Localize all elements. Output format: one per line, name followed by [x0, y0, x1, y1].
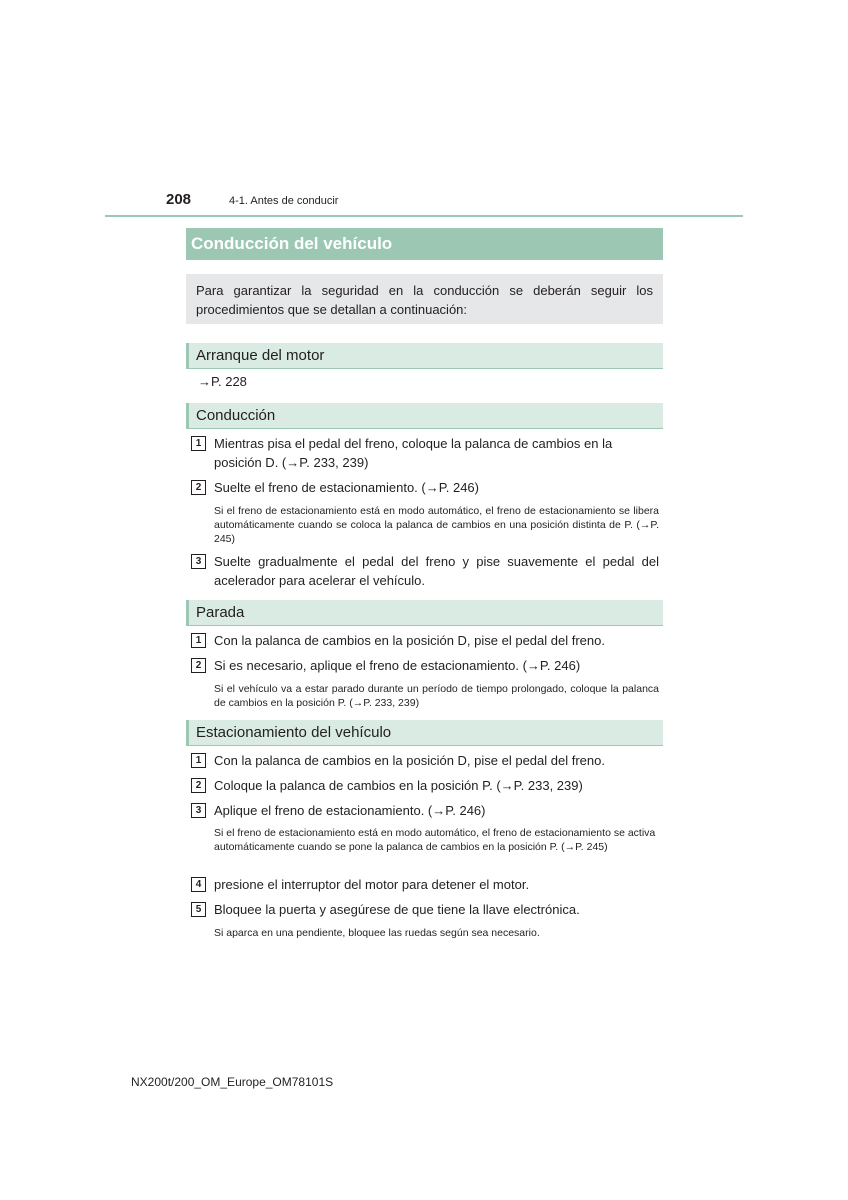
step-item — [191, 552, 659, 590]
step-note: Si el freno de estacionamiento está en modo automático, el freno de estacionamiento se activa automáticamente cuando se pone la palanca de cambios en la posición P. (→P. 245) — [214, 827, 656, 853]
step-number-badge: 2 — [191, 778, 206, 793]
step-text: Mientras pisa el pedal del freno, coloque la palanca de cambios en la posición D. (→P. 233, 239) — [214, 436, 613, 470]
step-number-badge: 2 — [191, 658, 206, 673]
step-text: presione el interruptor del motor para detener el motor. — [214, 877, 530, 892]
step-item — [191, 776, 659, 795]
section-heading-arranque — [186, 343, 663, 369]
section-accent-bar — [186, 600, 189, 625]
section-accent-bar — [186, 403, 189, 428]
step-number-badge: 2 — [191, 480, 206, 495]
step-note: Si aparca en una pendiente, bloquee las ruedas según sea necesario. — [214, 927, 540, 939]
step-text: Aplique el freno de estacionamiento. (→P. 246) — [214, 803, 486, 818]
section-heading-estacionamiento — [186, 720, 663, 746]
breadcrumb: 4-1. Antes de conducir — [229, 195, 339, 207]
section-heading-conduccion — [186, 403, 663, 429]
step-item — [191, 656, 659, 675]
step-text: Suelte gradualmente el pedal del freno y pise suavemente el pedal del acelerador para acelerar el vehículo. — [214, 554, 659, 588]
footer-doc-id: NX200t/200_OM_Europe_OM78101S — [131, 1075, 334, 1089]
step-item — [191, 801, 659, 820]
step-text: Con la palanca de cambios en la posición D, pise el pedal del freno. — [214, 633, 605, 648]
step-item — [191, 478, 659, 497]
page-reference[interactable]: →P. 228 — [198, 374, 247, 389]
section-accent-bar — [186, 343, 189, 368]
section-heading-label: Parada — [196, 604, 245, 621]
step-item — [191, 751, 659, 770]
step-number-badge: 3 — [191, 803, 206, 818]
section-accent-bar — [186, 720, 189, 745]
header-rule — [105, 215, 743, 217]
step-text: Suelte el freno de estacionamiento. (→P. 246) — [214, 480, 479, 495]
step-number-badge: 5 — [191, 902, 206, 917]
section-heading-label: Estacionamiento del vehículo — [196, 724, 392, 741]
step-item — [191, 875, 659, 894]
step-number-badge: 3 — [191, 554, 206, 569]
page-number: 208 — [166, 191, 192, 208]
step-text: Si es necesario, aplique el freno de estacionamiento. (→P. 246) — [214, 658, 581, 673]
step-text: Coloque la palanca de cambios en la posición P. (→P. 233, 239) — [214, 778, 583, 793]
step-number-badge: 4 — [191, 877, 206, 892]
step-item — [191, 434, 659, 472]
step-number-badge: 1 — [191, 633, 206, 648]
step-note: Si el vehículo va a estar parado durante un período de tiempo prolongado, coloque la palanca de cambios en la posición P. (→P. 233, 239) — [214, 683, 659, 709]
step-item — [191, 631, 659, 650]
intro-box: Para garantizar la seguridad en la conducción se deberán seguir los procedimientos que se detallan a continuación: — [186, 274, 663, 324]
step-number-badge: 1 — [191, 436, 206, 451]
step-text: Bloquee la puerta y asegúrese de que tiene la llave electrónica. — [214, 902, 580, 917]
page-title: Conducción del vehículo — [186, 228, 663, 260]
section-heading-label: Conducción — [196, 407, 276, 424]
step-note: Si el freno de estacionamiento está en modo automático, el freno de estacionamiento se libera automáticamente cuando se coloca la palanca de cambios en una posición distinta de P. (→P. 245) — [214, 505, 659, 545]
section-heading-label: Arranque del motor — [196, 347, 325, 364]
step-text: Con la palanca de cambios en la posición D, pise el pedal del freno. — [214, 753, 605, 768]
section-heading-parada — [186, 600, 663, 626]
step-number-badge: 1 — [191, 753, 206, 768]
step-item — [191, 900, 659, 919]
